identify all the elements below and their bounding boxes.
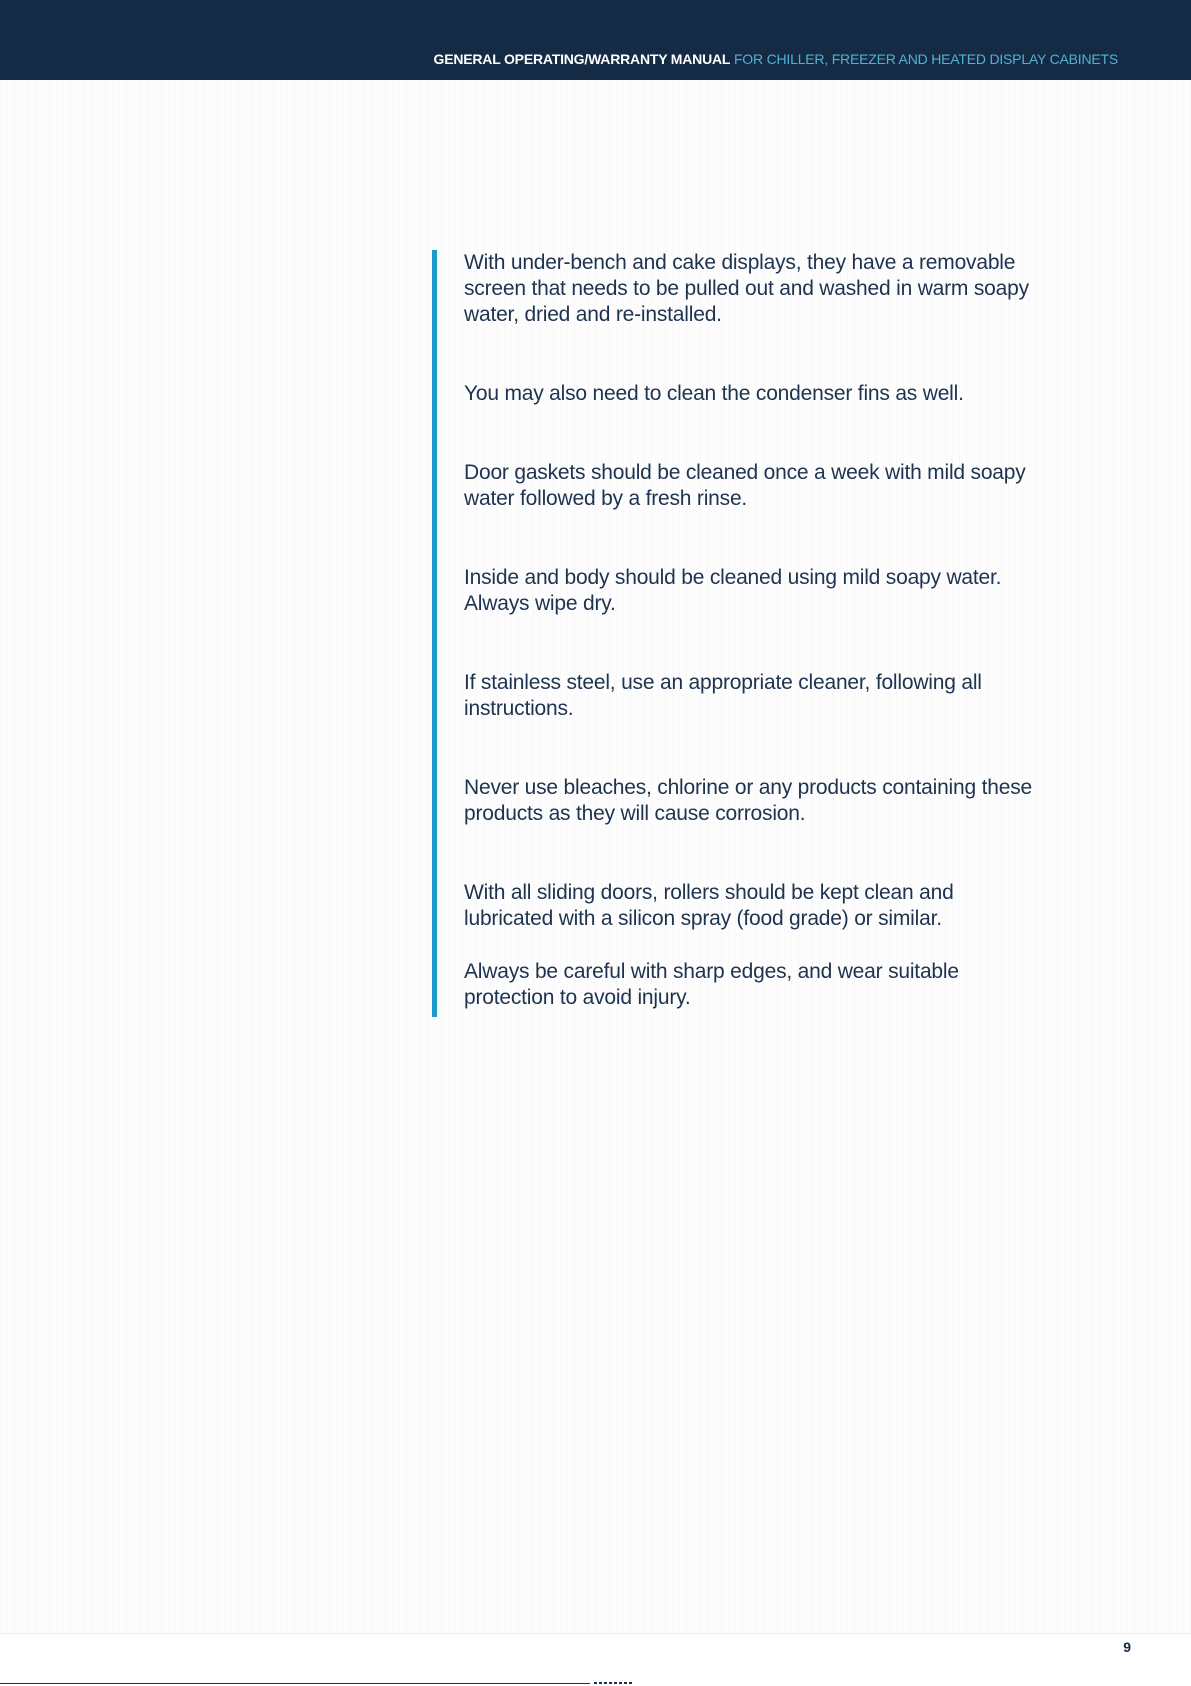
page-number: 9	[1123, 1639, 1131, 1655]
bottom-rule	[0, 1683, 590, 1684]
paragraph-condenser-fins: You may also need to clean the condenser fins as well.	[464, 382, 964, 405]
paragraph-inside-body: Inside and body should be cleaned using mild soapy water. Always wipe dry.	[464, 566, 1002, 615]
header-title	[434, 50, 1119, 68]
paragraph-screen-cleaning: With under-bench and cake displays, they have a removable screen that needs to be pulled out and washed in warm soapy water, dried and re-installed.	[464, 251, 1029, 326]
header-band	[0, 0, 1191, 80]
paragraph-no-bleach: Never use bleaches, chlorine or any products containing these products as they will cause corrosion.	[464, 776, 1032, 825]
paragraph-sharp-edges: Always be careful with sharp edges, and wear suitable protection to avoid injury.	[464, 960, 959, 1009]
paragraph-door-gaskets: Door gaskets should be cleaned once a week with mild soapy water followed by a fresh rinse.	[464, 461, 1026, 510]
header-title-light: FOR CHILLER, FREEZER AND HEATED DISPLAY CABINETS	[733, 51, 1118, 67]
header-title-strong: GENERAL OPERATING/WARRANTY MANUAL	[433, 51, 731, 67]
paragraph-sliding-doors: With all sliding doors, rollers should be kept clean and lubricated with a silicon spray (food grade) or similar.	[464, 881, 954, 930]
footer-band	[0, 1633, 1191, 1686]
paragraph-stainless-steel: If stainless steel, use an appropriate cleaner, following all instructions.	[464, 671, 982, 720]
cleaning-instructions	[432, 250, 1032, 1017]
bottom-mark	[594, 1682, 634, 1684]
